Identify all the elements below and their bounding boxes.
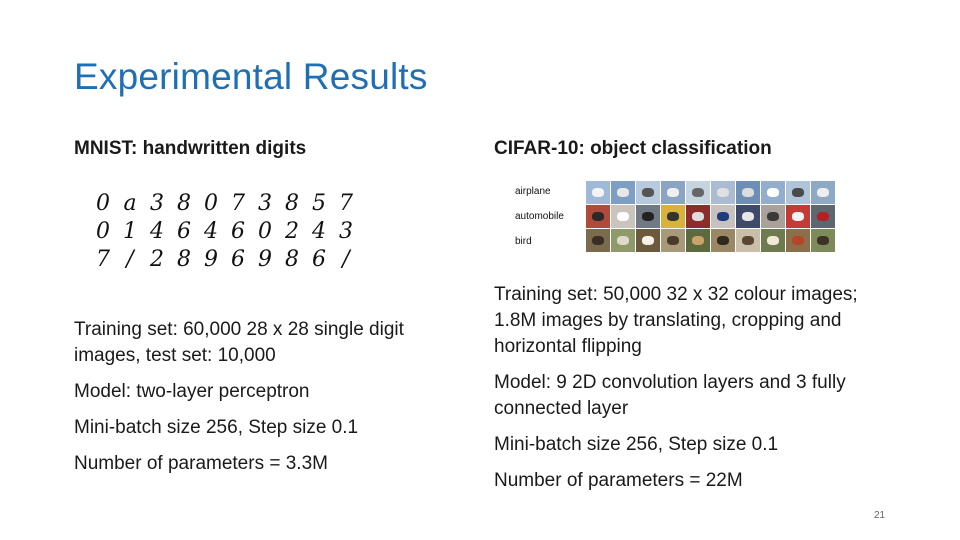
cifar-thumbnail-object — [742, 212, 754, 221]
mnist-digit: 8 — [285, 247, 299, 272]
cifar-label-airplane: airplane — [515, 186, 551, 197]
cifar-label-bird: bird — [515, 236, 532, 247]
cifar-thumbnail — [686, 205, 710, 228]
cifar-thumbnail-object — [817, 236, 829, 245]
cifar-thumbnail — [736, 205, 760, 228]
cifar-details — [494, 282, 874, 494]
mnist-digit: 0 — [96, 191, 110, 216]
mnist-parameters: Number of parameters = 3.3M — [74, 453, 328, 474]
cifar-thumbnail-object — [742, 236, 754, 245]
cifar-thumbnail-object — [717, 212, 729, 221]
mnist-digits-image — [90, 190, 360, 274]
mnist-digit: 3 — [150, 191, 164, 216]
cifar-thumbnail — [636, 205, 660, 228]
mnist-digit: 0 — [258, 219, 272, 244]
mnist-digit: a — [123, 191, 137, 216]
cifar-thumbnail — [811, 205, 835, 228]
cifar-thumbnail — [711, 205, 735, 228]
cifar-thumbnail — [611, 205, 635, 228]
mnist-digit: 7 — [96, 247, 110, 272]
cifar-thumbnail — [711, 181, 735, 204]
cifar-thumbnail — [636, 229, 660, 252]
cifar-thumbnail — [661, 229, 685, 252]
cifar-thumbnail — [786, 205, 810, 228]
cifar-thumbnail — [586, 181, 610, 204]
cifar-thumbnail-object — [667, 188, 679, 197]
cifar-thumbnail-object — [642, 188, 654, 197]
cifar-training-set: Training set: 50,000 32 x 32 colour images; 1.8M images by translating, cropping and horizontal flipping — [494, 284, 858, 357]
mnist-digit: 1 — [123, 219, 137, 244]
cifar-thumbnail-object — [742, 188, 754, 197]
cifar-thumbnail-object — [792, 212, 804, 221]
cifar-thumbnail-object — [717, 236, 729, 245]
cifar-thumbnail — [611, 181, 635, 204]
cifar-thumbnail — [761, 181, 785, 204]
cifar-thumbnail-object — [767, 212, 779, 221]
cifar-thumbnail — [786, 181, 810, 204]
mnist-heading: MNIST: handwritten digits — [74, 138, 307, 159]
cifar-thumbnail — [711, 229, 735, 252]
cifar-model: Model: 9 2D convolution layers and 3 fully connected layer — [494, 372, 846, 419]
cifar-thumbnail-object — [667, 212, 679, 221]
cifar-thumbnail-object — [642, 236, 654, 245]
cifar-thumbnail — [661, 205, 685, 228]
mnist-digit: 0 — [204, 191, 218, 216]
cifar-thumbnail — [761, 205, 785, 228]
cifar-parameters: Number of parameters = 22M — [494, 470, 743, 491]
cifar-thumbnail-object — [692, 188, 704, 197]
mnist-digit: 2 — [285, 219, 299, 244]
mnist-digit: 5 — [312, 191, 326, 216]
mnist-digit: 0 — [96, 219, 110, 244]
cifar-thumbnail-object — [692, 236, 704, 245]
cifar-thumbnail-object — [767, 236, 779, 245]
mnist-digit: / — [342, 247, 350, 272]
mnist-digit: 8 — [177, 247, 191, 272]
cifar-thumbnail-object — [792, 236, 804, 245]
cifar-thumbnail-object — [767, 188, 779, 197]
cifar-thumbnail — [811, 181, 835, 204]
cifar-thumbnail — [736, 229, 760, 252]
mnist-digit: 6 — [231, 219, 245, 244]
cifar-thumbnail — [761, 229, 785, 252]
mnist-digit: / — [126, 247, 134, 272]
cifar-thumbnail — [786, 229, 810, 252]
mnist-digit: 8 — [285, 191, 299, 216]
mnist-details — [74, 317, 474, 477]
mnist-digit: 6 — [231, 247, 245, 272]
cifar-thumbnail-object — [617, 212, 629, 221]
cifar-thumbnail — [636, 181, 660, 204]
mnist-digit: 7 — [231, 191, 245, 216]
mnist-mini-batch: Mini-batch size 256, Step size 0.1 — [74, 417, 359, 438]
cifar-thumbnail-object — [592, 188, 604, 197]
cifar-thumbnail-object — [817, 188, 829, 197]
cifar-label-automobile: automobile — [515, 211, 564, 222]
mnist-digit: 6 — [312, 247, 326, 272]
cifar-thumbnail — [661, 181, 685, 204]
cifar-thumbnail — [811, 229, 835, 252]
cifar-thumbnail — [586, 229, 610, 252]
mnist-digit: 4 — [204, 219, 218, 244]
cifar-thumbnail-object — [817, 212, 829, 221]
cifar-thumbnail-object — [617, 188, 629, 197]
cifar-thumbnail — [736, 181, 760, 204]
cifar-thumbnail — [686, 181, 710, 204]
cifar-thumbnail — [586, 205, 610, 228]
mnist-digit: 4 — [150, 219, 164, 244]
cifar-image-grid — [586, 181, 835, 252]
cifar-thumbnail-object — [792, 188, 804, 197]
cifar-heading: CIFAR-10: object classification — [494, 138, 772, 159]
mnist-digit: 6 — [177, 219, 191, 244]
cifar-thumbnail-object — [717, 188, 729, 197]
cifar-thumbnail-object — [592, 212, 604, 221]
mnist-digit: 3 — [339, 219, 353, 244]
cifar-thumbnail-object — [692, 212, 704, 221]
slide-title: Experimental Results — [74, 56, 428, 97]
cifar-mini-batch: Mini-batch size 256, Step size 0.1 — [494, 434, 779, 455]
mnist-digit: 3 — [258, 191, 272, 216]
cifar-thumbnail-object — [592, 236, 604, 245]
mnist-digit: 9 — [258, 247, 272, 272]
cifar-samples-image — [510, 180, 836, 252]
mnist-model: Model: two-layer perceptron — [74, 381, 310, 402]
mnist-digit: 2 — [150, 247, 164, 272]
cifar-thumbnail — [686, 229, 710, 252]
cifar-thumbnail-object — [667, 236, 679, 245]
cifar-thumbnail-object — [617, 236, 629, 245]
mnist-digit: 8 — [177, 191, 191, 216]
mnist-digit: 7 — [339, 191, 353, 216]
cifar-thumbnail — [611, 229, 635, 252]
page-number: 21 — [874, 510, 886, 521]
mnist-digit: 4 — [312, 219, 326, 244]
mnist-training-set: Training set: 60,000 28 x 28 single digit images, test set: 10,000 — [74, 319, 404, 366]
cifar-thumbnail-object — [642, 212, 654, 221]
mnist-digit: 9 — [204, 247, 218, 272]
